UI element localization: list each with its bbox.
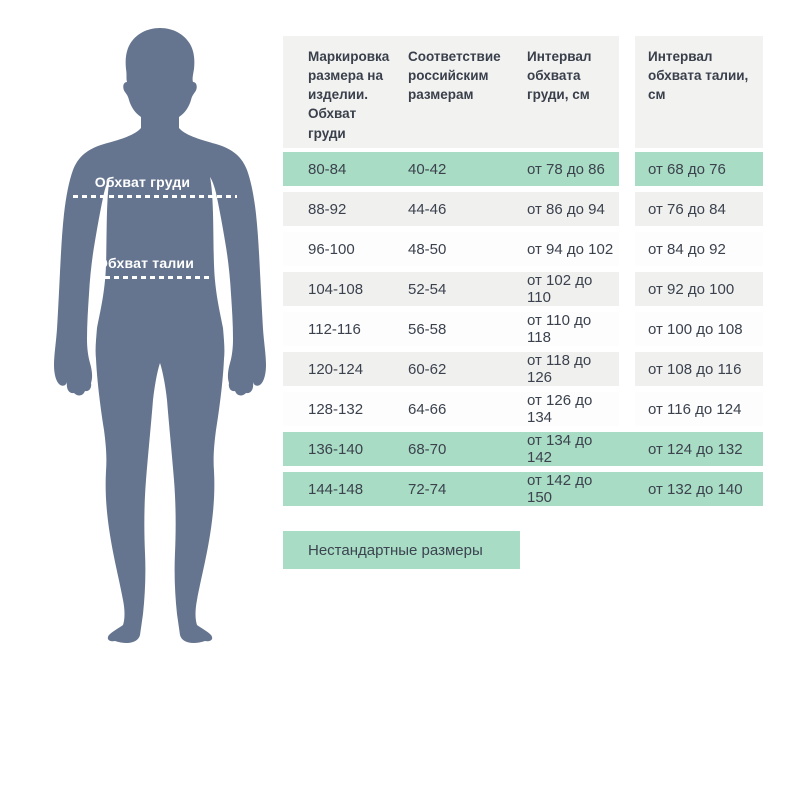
cell-size-marking: 144-148 bbox=[283, 472, 403, 506]
cell-chest-interval: от 86 до 94 bbox=[520, 192, 619, 226]
chest-measure-label: Обхват груди bbox=[94, 174, 191, 190]
cell-chest-interval: от 134 до 142 bbox=[520, 432, 619, 466]
table-row bbox=[283, 312, 763, 346]
cell-size-marking: 80-84 bbox=[283, 152, 403, 186]
cell-chest-interval: от 94 до 102 bbox=[520, 232, 619, 266]
header-chest-interval: Интервал обхвата груди, см bbox=[520, 36, 619, 148]
cell-size-marking: 104-108 bbox=[283, 272, 403, 306]
cell-waist-interval: от 108 до 116 bbox=[635, 352, 763, 386]
table-row bbox=[283, 192, 763, 226]
cell-size-marking: 112-116 bbox=[283, 312, 403, 346]
cell-waist-interval: от 92 до 100 bbox=[635, 272, 763, 306]
column-gap bbox=[619, 152, 635, 186]
table-row bbox=[283, 232, 763, 266]
cell-russian-size: 56-58 bbox=[403, 312, 520, 346]
cell-chest-interval: от 110 до 118 bbox=[520, 312, 619, 346]
cell-russian-size: 44-46 bbox=[403, 192, 520, 226]
cell-waist-interval: от 68 до 76 bbox=[635, 152, 763, 186]
cell-waist-interval: от 116 до 124 bbox=[635, 392, 763, 426]
chest-dashed-line bbox=[73, 195, 237, 198]
column-gap bbox=[619, 432, 635, 466]
table-row bbox=[283, 352, 763, 386]
table-row bbox=[283, 272, 763, 306]
cell-size-marking: 96-100 bbox=[283, 232, 403, 266]
size-table bbox=[283, 36, 763, 512]
male-body-silhouette bbox=[30, 25, 290, 655]
cell-chest-interval: от 126 до 134 bbox=[520, 392, 619, 426]
column-gap bbox=[619, 272, 635, 306]
table-row bbox=[283, 392, 763, 426]
cell-chest-interval: от 142 до 150 bbox=[520, 472, 619, 506]
cell-russian-size: 40-42 bbox=[403, 152, 520, 186]
column-gap bbox=[619, 312, 635, 346]
column-gap bbox=[619, 232, 635, 266]
cell-waist-interval: от 132 до 140 bbox=[635, 472, 763, 506]
cell-chest-interval: от 78 до 86 bbox=[520, 152, 619, 186]
cell-chest-interval: от 118 до 126 bbox=[520, 352, 619, 386]
cell-russian-size: 64-66 bbox=[403, 392, 520, 426]
column-gap bbox=[619, 392, 635, 426]
table-header-row bbox=[283, 36, 763, 148]
cell-russian-size: 72-74 bbox=[403, 472, 520, 506]
table-row bbox=[283, 472, 763, 506]
cell-size-marking: 88-92 bbox=[283, 192, 403, 226]
cell-size-marking: 136-140 bbox=[283, 432, 403, 466]
header-russian-size: Соответствие российским размерам bbox=[403, 36, 520, 148]
nonstandard-sizes-button[interactable]: Нестандартные размеры bbox=[283, 531, 520, 569]
cell-russian-size: 68-70 bbox=[403, 432, 520, 466]
cell-size-marking: 120-124 bbox=[283, 352, 403, 386]
cell-size-marking: 128-132 bbox=[283, 392, 403, 426]
table-body bbox=[283, 152, 763, 506]
header-column-gap bbox=[619, 36, 635, 148]
column-gap bbox=[619, 352, 635, 386]
waist-dashed-line bbox=[96, 276, 213, 279]
column-gap bbox=[619, 472, 635, 506]
waist-measure-label: Обхват талии bbox=[96, 255, 195, 271]
header-size-marking: Маркировка размера на изделии. Обхват груди bbox=[283, 36, 403, 148]
cell-waist-interval: от 124 до 132 bbox=[635, 432, 763, 466]
cell-russian-size: 60-62 bbox=[403, 352, 520, 386]
column-gap bbox=[619, 192, 635, 226]
cell-waist-interval: от 76 до 84 bbox=[635, 192, 763, 226]
table-row bbox=[283, 432, 763, 466]
cell-waist-interval: от 84 до 92 bbox=[635, 232, 763, 266]
cell-russian-size: 48-50 bbox=[403, 232, 520, 266]
cell-chest-interval: от 102 до 110 bbox=[520, 272, 619, 306]
body-figure bbox=[30, 25, 290, 655]
cell-waist-interval: от 100 до 108 bbox=[635, 312, 763, 346]
cell-russian-size: 52-54 bbox=[403, 272, 520, 306]
header-waist-interval: Интервал обхвата талии, см bbox=[635, 36, 763, 148]
table-row bbox=[283, 152, 763, 186]
body-silhouette-shape bbox=[54, 28, 266, 643]
